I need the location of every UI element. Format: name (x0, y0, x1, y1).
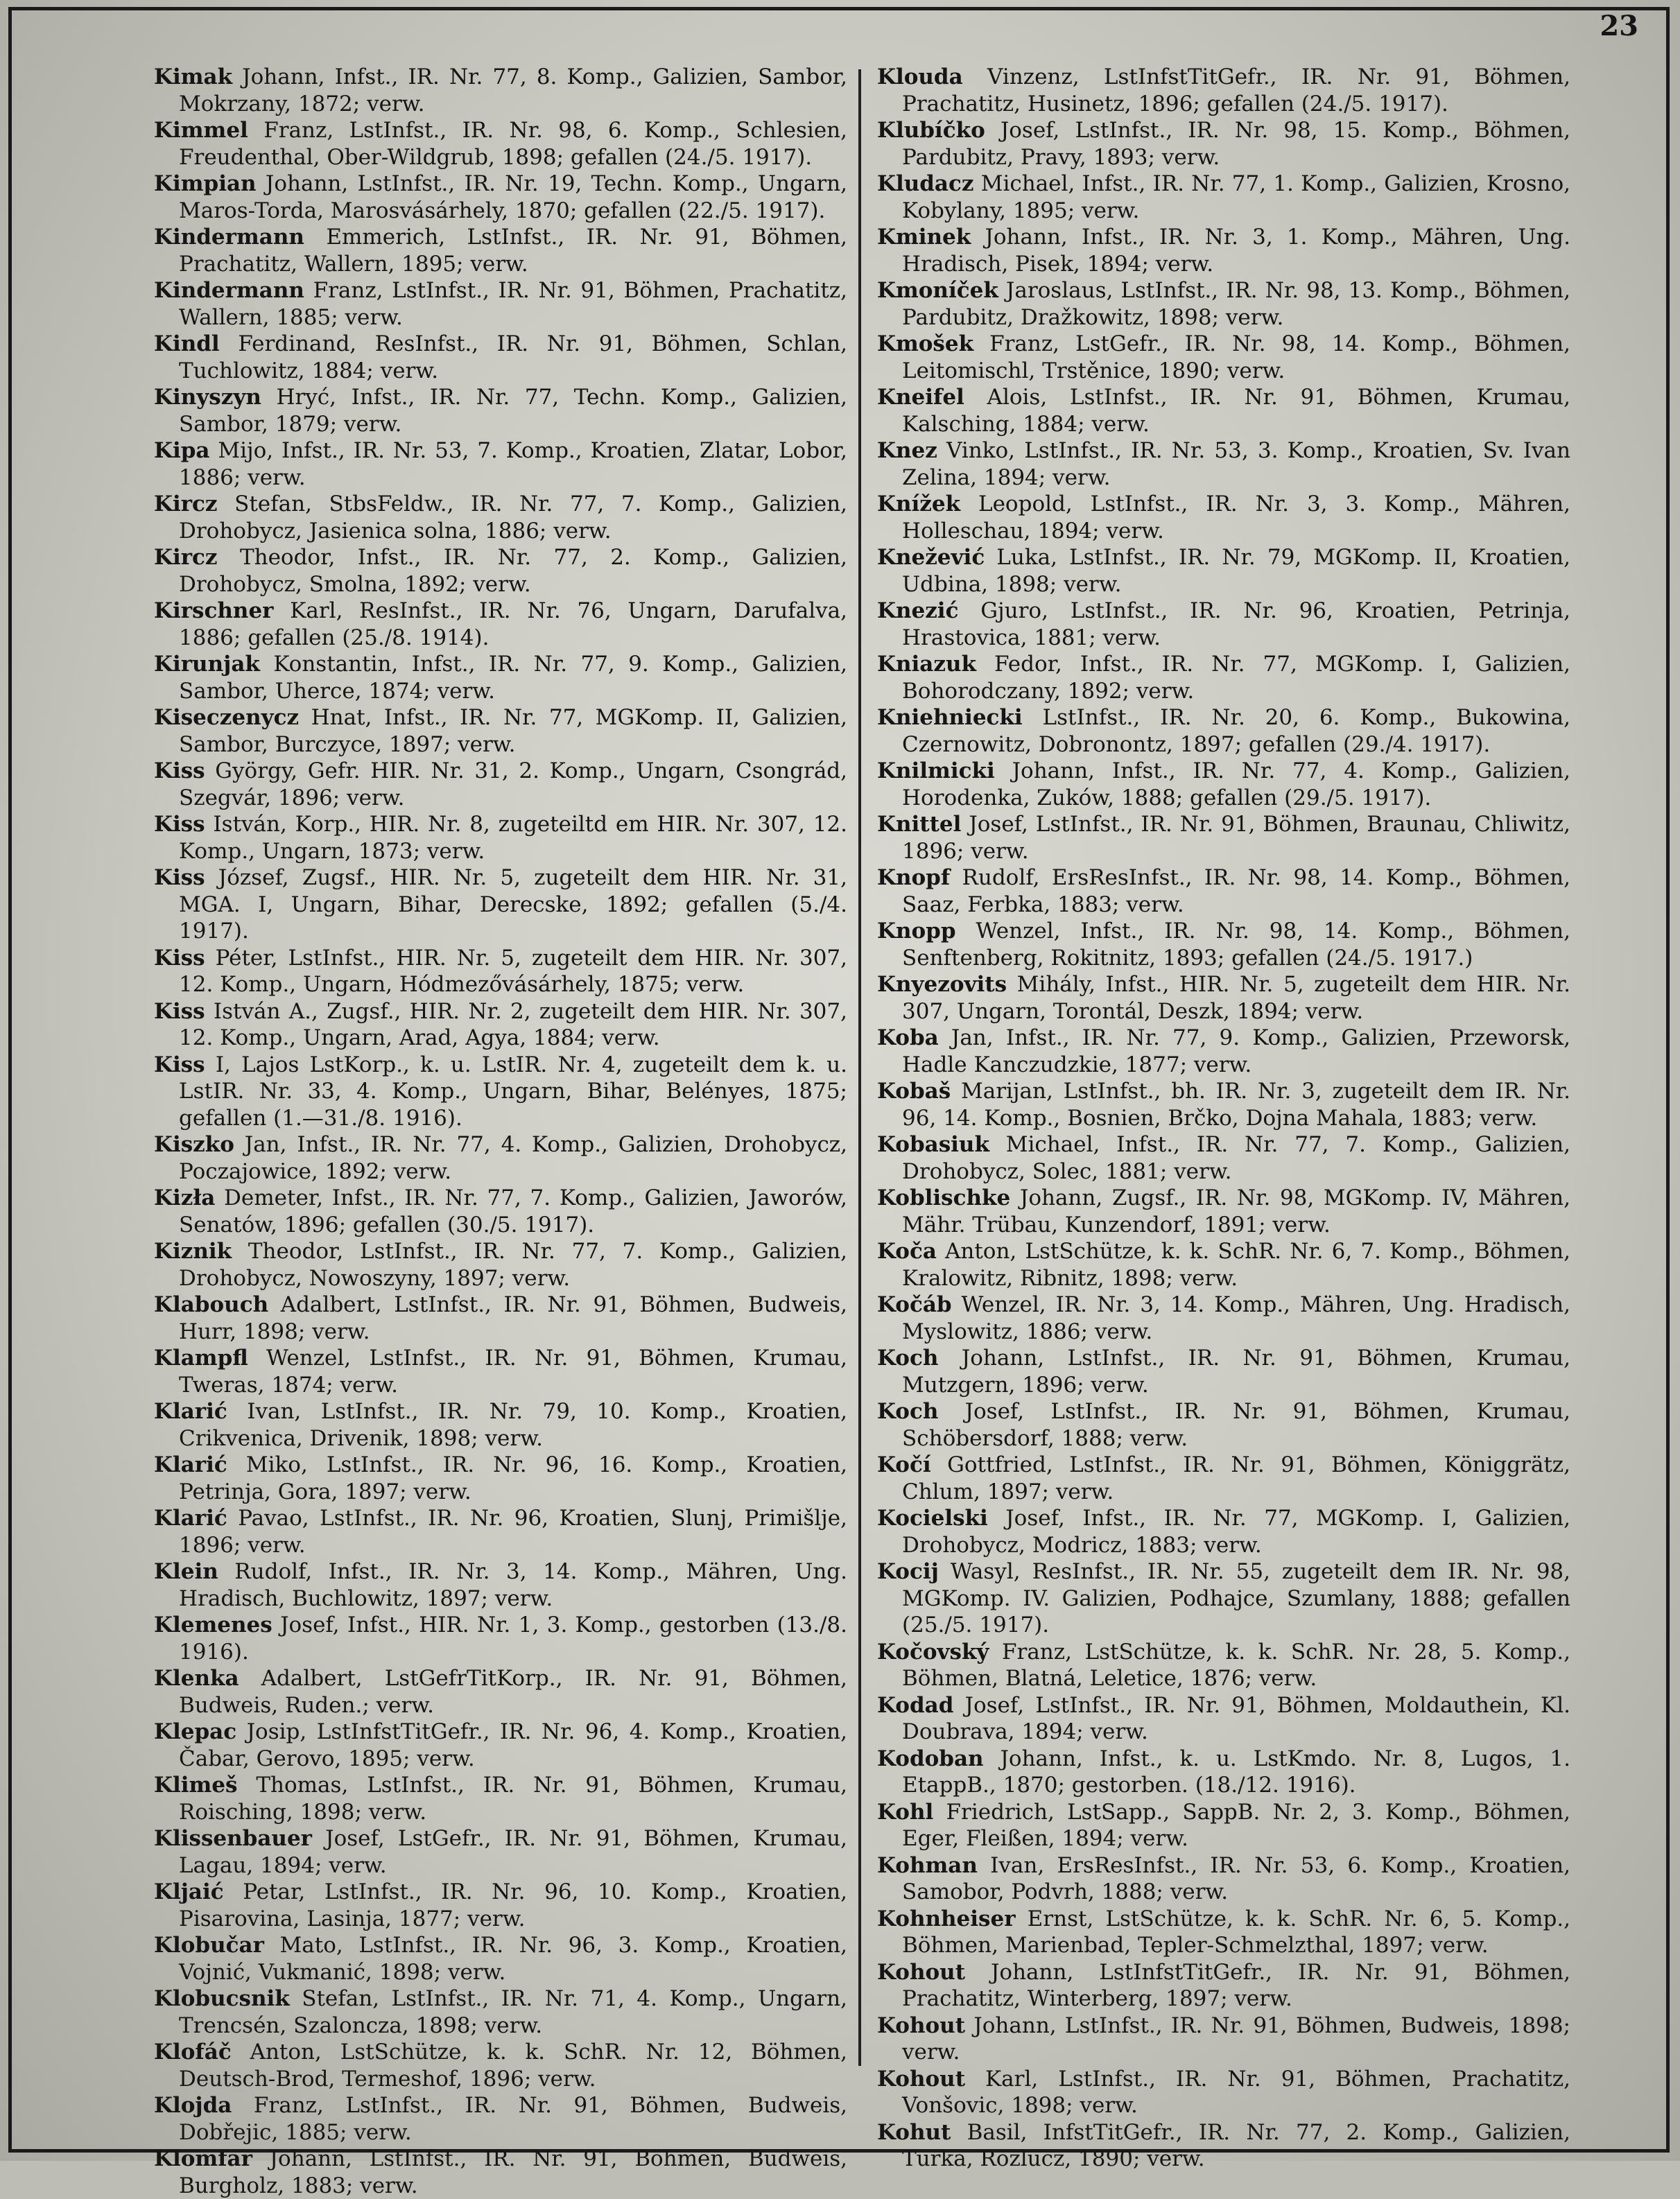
list-item (877, 384, 1570, 437)
entry-details: Marijan, LstInfst., bh. IR. Nr. 3, zugeteilt dem IR. Nr. 96, 14. Komp., Bosnien, Brčko, Dojna Mahala, 1883; verw. (902, 1079, 1570, 1131)
list-item (154, 1238, 847, 1292)
entry-details: István, Korp., HIR. Nr. 8, zugeteiltd em HIR. Nr. 307, 12. Komp., Ungarn, 1873; verw. (179, 812, 847, 864)
entry-surname: Kiss (154, 945, 205, 971)
entry-details: Mihály, Infst., HIR. Nr. 5, zugeteilt dem HIR. Nr. 307, Ungarn, Torontál, Deszk, 1894; verw. (902, 972, 1570, 1024)
list-item (877, 277, 1570, 331)
entry-details: Mijo, Infst., IR. Nr. 53, 7. Komp., Kroatien, Zlatar, Lobor, 1886; verw. (179, 438, 847, 490)
entry-surname: Kinyszyn (154, 385, 261, 410)
entry-details: Karl, ResInfst., IR. Nr. 76, Ungarn, Darufalva, 1886; gefallen (25./8. 1914). (179, 598, 847, 650)
entry-details: Johann, LstInfst., IR. Nr. 91, Böhmen, Budweis, Burgholz, 1883; verw. (179, 2146, 847, 2198)
entry-details: Stefan, StbsFeldw., IR. Nr. 77, 7. Komp., Galizien, Drohobycz, Jasienica solna, 1886; verw. (179, 492, 847, 544)
list-item (877, 971, 1570, 1025)
list-item (154, 1292, 847, 1345)
entry-details: LstInfst., IR. Nr. 20, 6. Komp., Bukowina, Czernowitz, Dobronontz, 1897; gefallen (29./4. 1917). (902, 705, 1570, 757)
list-item (154, 384, 847, 437)
entry-surname: Knilmicki (877, 758, 995, 783)
entry-details: Ivan, LstInfst., IR. Nr. 79, 10. Komp., Kroatien, Crikvenica, Drivenik, 1898; verw. (179, 1399, 847, 1451)
list-item (154, 1131, 847, 1185)
entry-surname: Knopp (877, 919, 956, 944)
entry-details: Johann, LstInfstTitGefr., IR. Nr. 91, Böhmen, Prachatitz, Winterberg, 1897; verw. (902, 1959, 1570, 2011)
left-column (154, 64, 847, 2199)
entry-details: Franz, LstGefr., IR. Nr. 98, 14. Komp., Böhmen, Leitomischl, Trstěnice, 1890; verw. (902, 331, 1570, 383)
list-item (877, 1238, 1570, 1292)
entry-details: Jan, Infst., IR. Nr. 77, 9. Komp., Galizien, Przeworsk, Hadle Kanczudzkie, 1877; verw. (902, 1025, 1570, 1077)
list-item (154, 1398, 847, 1452)
entry-surname: Kljaić (154, 1879, 224, 1904)
entry-details: Johann, LstInfst., IR. Nr. 91, Böhmen, Budweis, 1898; verw. (902, 2013, 1570, 2065)
entry-surname: Klomfar (154, 2146, 252, 2171)
entry-details: Ivan, ErsResInfst., IR. Nr. 53, 6. Komp., Kroatien, Samobor, Podvrh, 1888; verw. (902, 1852, 1570, 1904)
entry-details: Johann, Zugsf., IR. Nr. 98, MGKomp. IV, Mähren, Mähr. Trübau, Kunzendorf, 1891; verw. (902, 1185, 1570, 1237)
entry-surname: Kizła (154, 1185, 216, 1210)
list-item (877, 598, 1570, 651)
entry-details: Josef, LstInfst., IR. Nr. 91, Böhmen, Moldauthein, Kl. Doubrava, 1894; verw. (902, 1692, 1570, 1744)
entry-surname: Kočí (877, 1452, 931, 1477)
entry-details: Michael, Infst., IR. Nr. 77, 1. Komp., Galizien, Krosno, Kobylany, 1895; verw. (902, 171, 1570, 223)
entry-surname: Kocij (877, 1559, 939, 1584)
entry-details: Rudolf, ErsResInfst., IR. Nr. 98, 14. Komp., Böhmen, Saaz, Ferbka, 1883; verw. (902, 865, 1570, 917)
entry-details: Basil, InfstTitGefr., IR. Nr. 77, 2. Komp., Galizien, Turka, Rozlucz, 1890; verw. (902, 2119, 1570, 2171)
entry-details: Leopold, LstInfst., IR. Nr. 3, 3. Komp., Mähren, Holleschau, 1894; verw. (902, 492, 1570, 544)
page-number: 23 (1600, 10, 1638, 42)
entry-surname: Kindermann (154, 278, 304, 303)
entry-surname: Klissenbauer (154, 1826, 313, 1851)
entry-surname: Knežević (877, 545, 985, 570)
list-item (877, 1345, 1570, 1398)
right-column (877, 64, 1570, 2173)
entry-surname: Kohnheiser (877, 1906, 1016, 1931)
entry-surname: Kindermann (154, 225, 304, 250)
entry-details: Josef, LstGefr., IR. Nr. 91, Böhmen, Krumau, Lagau, 1894; verw. (179, 1826, 847, 1878)
list-item (877, 1959, 1570, 2013)
entry-details: Anton, LstSchütze, k. k. SchR. Nr. 6, 7. Komp., Böhmen, Kralowitz, Ribnitz, 1898; verw. (902, 1239, 1570, 1291)
entry-surname: Kiznik (154, 1239, 232, 1264)
entry-details: Wasyl, ResInfst., IR. Nr. 55, zugeteilt dem IR. Nr. 98, MGKomp. IV. Galizien, Podhajce, Szumlany, 1888; gefallen (25./5. 1917). (902, 1559, 1570, 1637)
entry-surname: Kohout (877, 1959, 966, 1985)
entry-details: Theodor, LstInfst., IR. Nr. 77, 7. Komp., Galizien, Drohobycz, Nowoszyny, 1897; verw. (179, 1239, 847, 1291)
entry-surname: Kodoban (877, 1746, 984, 1771)
entry-surname: Knittel (877, 812, 962, 837)
entry-surname: Klarić (154, 1506, 227, 1531)
entry-surname: Kohl (877, 1799, 934, 1825)
entry-details: Vinko, LstInfst., IR. Nr. 53, 3. Komp., Kroatien, Sv. Ivan Zelina, 1894; verw. (902, 438, 1570, 490)
entry-details: Franz, LstInfst., IR. Nr. 91, Böhmen, Budweis, Dobřejic, 1885; verw. (179, 2093, 847, 2145)
entry-surname: Kohout (877, 2066, 966, 2092)
entry-details: Theodor, Infst., IR. Nr. 77, 2. Komp., Galizien, Drohobycz, Smolna, 1892; verw. (179, 545, 847, 597)
list-item (877, 544, 1570, 598)
entry-surname: Kimpian (154, 171, 257, 196)
entry-surname: Klarić (154, 1399, 227, 1424)
list-item (877, 1639, 1570, 1692)
list-item (877, 811, 1570, 864)
list-item (877, 2013, 1570, 2066)
entry-details: Petar, LstInfst., IR. Nr. 96, 10. Komp., Kroatien, Pisarovina, Lasinja, 1877; verw. (179, 1879, 847, 1931)
list-item (154, 1985, 847, 2039)
entry-surname: Kočáb (877, 1292, 952, 1317)
entry-surname: Kirunjak (154, 652, 260, 677)
list-item (154, 2092, 847, 2146)
entry-details: Luka, LstInfst., IR. Nr. 79, MGKomp. II, Kroatien, Udbina, 1898; verw. (902, 545, 1570, 597)
list-item (877, 1078, 1570, 1131)
list-item (877, 171, 1570, 224)
entry-surname: Kircz (154, 545, 218, 570)
entry-details: Johann, Infst., IR. Nr. 77, 8. Komp., Galizien, Sambor, Mokrzany, 1872; verw. (179, 64, 847, 116)
list-item (877, 1558, 1570, 1639)
list-item (877, 437, 1570, 491)
entry-surname: Klubíčko (877, 118, 985, 143)
list-item (877, 1906, 1570, 1959)
entry-surname: Klobučar (154, 1933, 264, 1958)
entry-details: Adalbert, LstGefrTitKorp., IR. Nr. 91, Böhmen, Budweis, Ruden.; verw. (179, 1666, 847, 1718)
entry-surname: Klobucsnik (154, 1986, 290, 2011)
entry-surname: Kniazuk (877, 652, 976, 677)
list-item (154, 491, 847, 544)
list-item (154, 945, 847, 998)
list-item (877, 1746, 1570, 1799)
entry-surname: Klein (154, 1559, 218, 1584)
entry-surname: Kiss (154, 865, 205, 890)
list-item (877, 1799, 1570, 1852)
entry-details: Johann, Infst., IR. Nr. 3, 1. Komp., Mähren, Ung. Hradisch, Pisek, 1894; verw. (902, 225, 1570, 277)
entry-surname: Klofáč (154, 2040, 232, 2065)
list-item (154, 1612, 847, 1665)
entry-details: Thomas, LstInfst., IR. Nr. 91, Böhmen, Krumau, Roisching, 1898; verw. (179, 1773, 847, 1825)
entry-surname: Kimak (154, 64, 233, 89)
entry-surname: Knopf (877, 865, 951, 890)
list-item (154, 544, 847, 598)
entry-details: Josef, Infst., HIR. Nr. 1, 3. Komp., gestorben (13./8. 1916). (179, 1613, 847, 1665)
entry-surname: Kohman (877, 1852, 978, 1878)
list-item (154, 437, 847, 491)
entry-surname: Kircz (154, 492, 218, 516)
entry-surname: Knezić (877, 598, 959, 623)
entry-details: Wenzel, IR. Nr. 3, 14. Komp., Mähren, Ung. Hradisch, Myslowitz, 1886; verw. (902, 1292, 1570, 1344)
entry-surname: Kiss (154, 1052, 205, 1077)
entry-surname: Kirschner (154, 598, 274, 623)
list-item (154, 1825, 847, 1879)
list-item (877, 758, 1570, 811)
entry-details: Jan, Infst., IR. Nr. 77, 4. Komp., Galizien, Drohobycz, Poczajowice, 1892; verw. (179, 1132, 847, 1184)
list-item (154, 1719, 847, 1772)
entry-details: Pavao, LstInfst., IR. Nr. 96, Kroatien, Slunj, Primišlje, 1896; verw. (179, 1506, 847, 1558)
list-item (877, 491, 1570, 544)
entry-surname: Kocielski (877, 1506, 988, 1531)
entry-surname: Klouda (877, 64, 963, 89)
list-item (154, 1879, 847, 1932)
entry-surname: Kohut (877, 2119, 951, 2145)
entry-surname: Kludacz (877, 171, 974, 196)
list-item (154, 704, 847, 758)
entry-details: Johann, Infst., k. u. LstKmdo. Nr. 8, Lugos, 1. EtappB., 1870; gestorben. (18./12. 1916). (902, 1746, 1570, 1798)
list-item (154, 1772, 847, 1825)
entry-surname: Kindl (154, 331, 220, 356)
entry-details: Jaroslaus, LstInfst., IR. Nr. 98, 13. Komp., Böhmen, Pardubitz, Dražkowitz, 1898; verw. (902, 278, 1570, 330)
entry-details: Josef, LstInfst., IR. Nr. 91, Böhmen, Krumau, Schöbersdorf, 1888; verw. (902, 1399, 1570, 1451)
list-item (877, 1452, 1570, 1505)
list-item (154, 331, 847, 384)
list-item (877, 1292, 1570, 1345)
entry-surname: Klemenes (154, 1613, 272, 1637)
entry-surname: Kiseczenycz (154, 705, 300, 730)
entry-surname: Kohout (877, 2013, 966, 2038)
list-item (154, 171, 847, 224)
entry-surname: Kmoníček (877, 278, 998, 303)
list-item (877, 64, 1570, 117)
entry-details: Josef, Infst., IR. Nr. 77, MGKomp. I, Galizien, Drohobycz, Modricz, 1883; verw. (902, 1506, 1570, 1558)
entry-details: Josip, LstInfstTitGefr., IR. Nr. 96, 4. Komp., Kroatien, Čabar, Gerovo, 1895; verw. (179, 1719, 847, 1771)
list-item (154, 758, 847, 811)
entry-details: Friedrich, LstSapp., SappB. Nr. 2, 3. Komp., Böhmen, Eger, Fleißen, 1894; verw. (902, 1799, 1570, 1851)
entry-surname: Kobaš (877, 1079, 951, 1104)
list-item (877, 2119, 1570, 2173)
list-item (877, 704, 1570, 758)
entry-surname: Kodad (877, 1692, 954, 1718)
list-item (154, 1558, 847, 1612)
list-item (154, 1665, 847, 1719)
list-item (877, 1131, 1570, 1185)
list-item (877, 918, 1570, 971)
entry-details: Johann, LstInfst., IR. Nr. 91, Böhmen, Krumau, Mutzgern, 1896; verw. (902, 1346, 1570, 1398)
entry-details: Franz, LstInfst., IR. Nr. 98, 6. Komp., Schlesien, Freudenthal, Ober-Wildgrub, 1898; gefallen (24./5. 1917). (179, 118, 847, 170)
list-item (877, 1398, 1570, 1452)
list-item (154, 1505, 847, 1558)
entry-details: Wenzel, LstInfst., IR. Nr. 91, Böhmen, Krumau, Tweras, 1874; verw. (179, 1346, 847, 1398)
list-item (154, 598, 847, 651)
list-item (154, 2039, 847, 2092)
list-item (877, 1505, 1570, 1558)
list-item (877, 651, 1570, 704)
list-item (154, 864, 847, 945)
entry-surname: Kočovský (877, 1639, 989, 1665)
entry-details: Johann, LstInfst., IR. Nr. 19, Techn. Komp., Ungarn, Maros-Torda, Marosvásárhely, 1870; gefallen (22./5. 1917). (179, 171, 847, 223)
list-item (877, 1852, 1570, 1906)
entry-surname: Klarić (154, 1452, 227, 1477)
entry-surname: Kipa (154, 438, 210, 463)
entry-details: Emmerich, LstInfst., IR. Nr. 91, Böhmen, Prachatitz, Wallern, 1895; verw. (179, 225, 847, 277)
list-item (154, 1052, 847, 1132)
list-item (154, 1452, 847, 1505)
list-item (877, 2066, 1570, 2119)
entry-details: Johann, Infst., IR. Nr. 77, 4. Komp., Galizien, Horodenka, Zuków, 1888; gefallen (29./5. 1917). (902, 758, 1570, 810)
entry-surname: Knížek (877, 492, 961, 516)
entry-details: I, Lajos LstKorp., k. u. LstIR. Nr. 4, zugeteilt dem k. u. LstIR. Nr. 33, 4. Komp., Ungarn, Bihar, Belényes, 1875; gefallen (1.—31./8. 1916). (179, 1052, 847, 1131)
entry-details: Michael, Infst., IR. Nr. 77, 7. Komp., Galizien, Drohobycz, Solec, 1881; verw. (902, 1132, 1570, 1184)
entry-details: Rudolf, Infst., IR. Nr. 3, 14. Komp., Mähren, Ung. Hradisch, Buchlowitz, 1897; verw. (179, 1559, 847, 1611)
entry-details: Josef, LstInfst., IR. Nr. 98, 15. Komp., Böhmen, Pardubitz, Pravy, 1893; verw. (902, 118, 1570, 170)
list-item (877, 1185, 1570, 1238)
entry-surname: Knez (877, 438, 937, 463)
entry-surname: Kminek (877, 225, 971, 250)
entry-surname: Klabouch (154, 1292, 269, 1317)
list-item (154, 64, 847, 117)
entry-surname: Kneifel (877, 385, 964, 410)
entry-details: Josef, LstInfst., IR. Nr. 91, Böhmen, Braunau, Chliwitz, 1896; verw. (902, 812, 1570, 864)
entry-details: Miko, LstInfst., IR. Nr. 96, 16. Komp., Kroatien, Petrinja, Gora, 1897; verw. (179, 1452, 847, 1504)
entry-surname: Klimeš (154, 1773, 238, 1798)
entry-details: Demeter, Infst., IR. Nr. 77, 7. Komp., Galizien, Jaworów, Senatów, 1896; gefallen (30./5. 1917). (179, 1185, 847, 1237)
list-item (154, 1345, 847, 1398)
list-item (877, 224, 1570, 277)
list-item (154, 277, 847, 331)
list-item (154, 1185, 847, 1238)
column-divider (858, 69, 861, 2066)
list-item (154, 811, 847, 864)
entry-surname: Kiss (154, 812, 205, 837)
entry-surname: Klepac (154, 1719, 237, 1744)
entry-details: Vinzenz, LstInfstTitGefr., IR. Nr. 91, Böhmen, Prachatitz, Husinetz, 1896; gefallen (24./5. 1917). (902, 64, 1570, 116)
entry-surname: Koča (877, 1239, 937, 1264)
entry-surname: Koch (877, 1346, 939, 1371)
entry-surname: Kmošek (877, 331, 974, 356)
list-item (154, 998, 847, 1052)
list-item (877, 864, 1570, 918)
entry-surname: Knyezovits (877, 972, 1007, 997)
entry-details: Gottfried, LstInfst., IR. Nr. 91, Böhmen, Königgrätz, Chlum, 1897; verw. (902, 1452, 1570, 1504)
entry-details: Ferdinand, ResInfst., IR. Nr. 91, Böhmen, Schlan, Tuchlowitz, 1884; verw. (179, 331, 847, 383)
entry-details: Konstantin, Infst., IR. Nr. 77, 9. Komp., Galizien, Sambor, Uherce, 1874; verw. (179, 652, 847, 704)
entry-details: Ernst, LstSchütze, k. k. SchR. Nr. 6, 5. Komp., Böhmen, Marienbad, Tepler-Schmelzthal, 1897; verw. (902, 1906, 1570, 1958)
entry-surname: Kiszko (154, 1132, 234, 1157)
entry-details: Hnat, Infst., IR. Nr. 77, MGKomp. II, Galizien, Sambor, Burczyce, 1897; verw. (179, 705, 847, 757)
entry-details: Franz, LstInfst., IR. Nr. 91, Böhmen, Prachatitz, Wallern, 1885; verw. (179, 278, 847, 330)
entry-surname: Koblischke (877, 1185, 1011, 1210)
entry-surname: Klenka (154, 1666, 239, 1691)
entry-surname: Kiss (154, 758, 205, 783)
entry-details: Hryć, Infst., IR. Nr. 77, Techn. Komp., Galizien, Sambor, 1879; verw. (179, 385, 847, 437)
list-item (154, 1932, 847, 1985)
entry-details: Alois, LstInfst., IR. Nr. 91, Böhmen, Krumau, Kalsching, 1884; verw. (902, 385, 1570, 437)
entry-details: István A., Zugsf., HIR. Nr. 2, zugeteilt dem HIR. Nr. 307, 12. Komp., Ungarn, Arad, Agya, 1884; verw. (179, 998, 847, 1050)
list-item (877, 331, 1570, 384)
list-item (154, 224, 847, 277)
entry-details: Péter, LstInfst., HIR. Nr. 5, zugeteilt dem HIR. Nr. 307, 12. Komp., Ungarn, Hódmezővásárhely, 1875; verw. (179, 945, 847, 997)
entry-details: Adalbert, LstInfst., IR. Nr. 91, Böhmen, Budweis, Hurr, 1898; verw. (179, 1292, 847, 1344)
entry-details: Anton, LstSchütze, k. k. SchR. Nr. 12, Böhmen, Deutsch-Brod, Termeshof, 1896; verw. (179, 2040, 847, 2092)
entry-details: Franz, LstSchütze, k. k. SchR. Nr. 28, 5. Komp., Böhmen, Blatná, Leletice, 1876; verw. (902, 1639, 1570, 1691)
entry-surname: Kimmel (154, 118, 248, 143)
entry-details: Karl, LstInfst., IR. Nr. 91, Böhmen, Prachatitz, Vonšovic, 1898; verw. (902, 2066, 1570, 2118)
entry-surname: Koch (877, 1399, 939, 1424)
entry-surname: Koba (877, 1025, 939, 1050)
entry-details: Fedor, Infst., IR. Nr. 77, MGKomp. I, Galizien, Bohorodczany, 1892; verw. (902, 652, 1570, 704)
entry-details: Stefan, LstInfst., IR. Nr. 71, 4. Komp., Ungarn, Trencsén, Szalonсza, 1898; verw. (179, 1986, 847, 2038)
list-item (877, 117, 1570, 171)
list-item (154, 117, 847, 171)
list-item (154, 2146, 847, 2199)
list-item (877, 1692, 1570, 1746)
list-item (877, 1025, 1570, 1078)
entry-details: György, Gefr. HIR. Nr. 31, 2. Komp., Ungarn, Csongrád, Szegvár, 1896; verw. (179, 758, 847, 810)
entry-details: Wenzel, Infst., IR. Nr. 98, 14. Komp., Böhmen, Senftenberg, Rokitnitz, 1893; gefallen (24./5. 1917.) (902, 919, 1570, 971)
entry-surname: Kobasiuk (877, 1132, 989, 1157)
entry-surname: Kiss (154, 998, 205, 1024)
entry-details: Mato, LstInfst., IR. Nr. 96, 3. Komp., Kroatien, Vojnić, Vukmanić, 1898; verw. (179, 1933, 847, 1985)
entry-surname: Kniehniecki (877, 705, 1023, 730)
entry-details: Gjuro, LstInfst., IR. Nr. 96, Kroatien, Petrinja, Hrastovica, 1881; verw. (902, 598, 1570, 650)
entry-details: József, Zugsf., HIR. Nr. 5, zugeteilt dem HIR. Nr. 31, MGA. I, Ungarn, Bihar, Derecske, 1892; gefallen (5./4. 1917). (179, 865, 847, 944)
entry-surname: Klojda (154, 2093, 232, 2118)
entry-surname: Klampfl (154, 1346, 248, 1371)
list-item (154, 651, 847, 704)
